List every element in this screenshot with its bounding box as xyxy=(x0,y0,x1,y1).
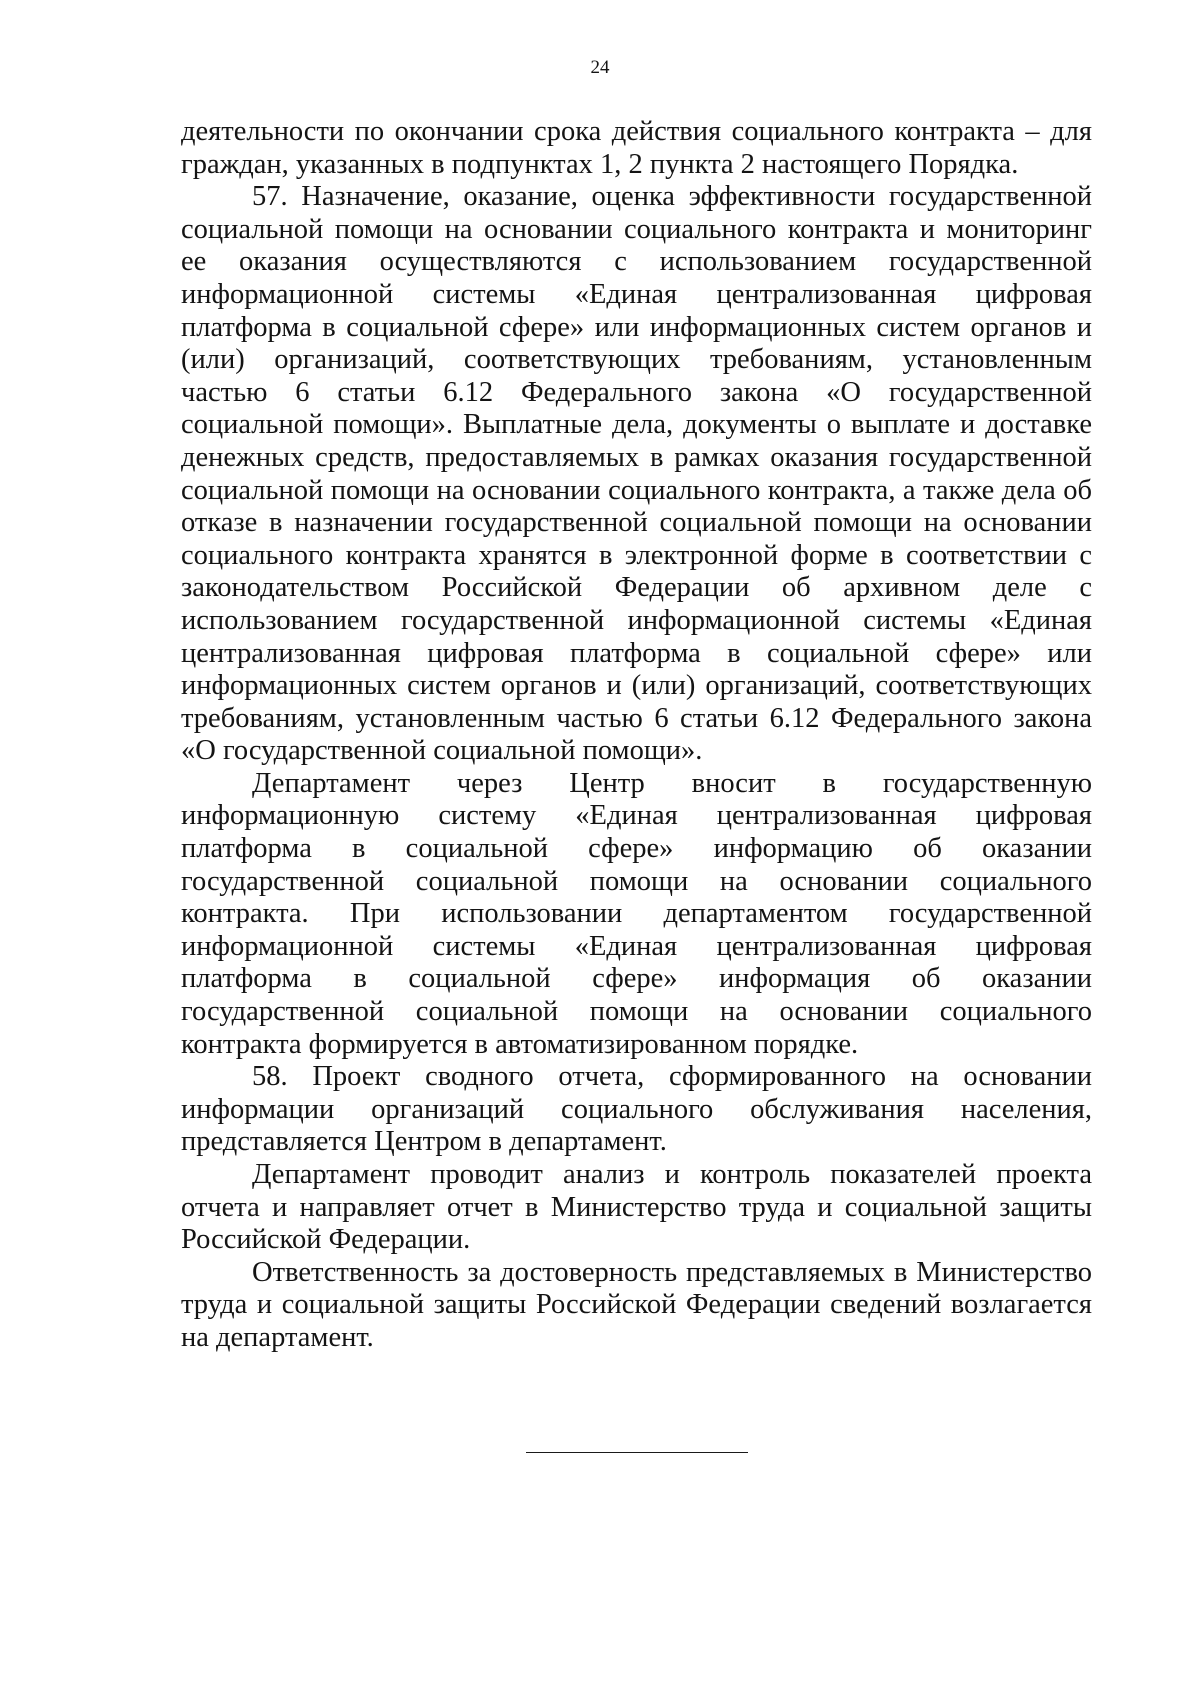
paragraph-continuation: деятельности по окончании срока действия социального контракта – для граждан, указанных в подпунктах 1, 2 пункта 2 настоящего Порядка. xyxy=(181,116,1092,180)
end-of-document-rule xyxy=(526,1452,748,1453)
paragraph-department-analysis: Департамент проводит анализ и контроль показателей проекта отчета и направляет отчет в Министерство труда и социальной защиты Российской Федерации. xyxy=(181,1159,1092,1256)
page-number: 24 xyxy=(590,57,610,78)
paragraph-department-center: Департамент через Центр вносит в государственную информационную систему «Единая централизованная цифровая платформа в социальной сфере» информацию об оказании государственной социальной помощи на основании социального контракта. При использовании департаментом государственной информационной системы «Единая централизованная цифровая платформа в социальной сфере» информация об оказании государственной социальной помощи на основании социального контракта формируется в автоматизированном порядке. xyxy=(181,767,1092,1060)
paragraph-responsibility: Ответственность за достоверность представляемых в Министерство труда и социальной защиты Российской Федерации сведений возлагается на департамент. xyxy=(181,1256,1092,1353)
paragraph-57: 57. Назначение, оказание, оценка эффективности государственной социальной помощи на основании социального контракта и мониторинг ее оказания осуществляются с использованием государственной информационной системы «Единая централизованная цифровая платформа в социальной сфере» или информационных систем органов и (или) организаций, соответствующих требованиям, установленным частью 6 статьи 6.12 Федерального закона «О государственной социальной помощи». Выплатные дела, документы о выплате и доставке денежных средств, предоставляемых в рамках оказания государственной социальной помощи на основании социального контракта, а также дела об отказе в назначении государственной социальной помощи на основании социального контракта хранятся в электронной форме в соответствии с законодательством Российской Федерации об архивном деле с использованием государственной информационной системы «Единая централизованная цифровая платформа в социальной сфере» или информационных систем органов и (или) организаций, соответствующих требованиям, установленным частью 6 статьи 6.12 Федерального закона «О государственной социальной помощи». xyxy=(181,181,1092,767)
paragraph-58: 58. Проект сводного отчета, сформированного на основании информации организаций социального обслуживания населения, представляется Центром в департамент. xyxy=(181,1061,1092,1158)
document-body xyxy=(181,116,1092,1355)
